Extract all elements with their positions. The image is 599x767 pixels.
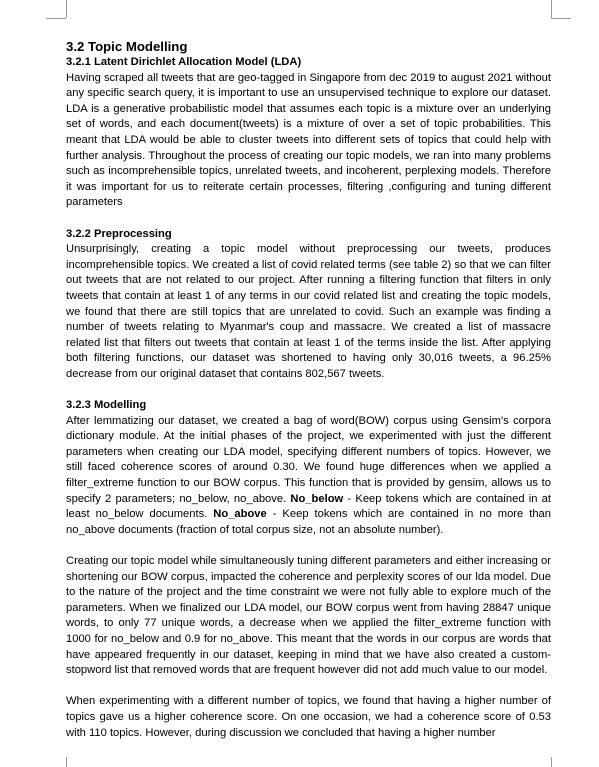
preprocessing-paragraph: Unsurprisingly, creating a topic model without preprocessing our tweets, produces incomprehensible topics. We created a list of covid related terms (see table 2) so that we can filter out tweets that are not related to our project. After running a filtering function that filters in only tweets that contain at least 1 of any terms in our covid related list and creating the topic models, we found that there are still topics that are unrelated to covid. Such an example was finding a number of tweets relating to Myanmar's coup and massacre. We created a list of massacre related list that filters out tweets that contain at least 1 of the terms inside the list. After applying both filtering functions, our dataset was shortened to having only 30,016 tweets, a 96.25% decrease from our original dataset that contains 802,567 tweets.	[66, 243, 551, 380]
no-above-description: - Keep tokens which are contained in no more than no_above documents (fraction of total corpus size, not an absolute number).	[66, 508, 551, 536]
preprocessing-subheading: 3.2.2 Preprocessing	[66, 227, 172, 240]
modelling-intro-text: After lemmatizing our dataset, we created a bag of word(BOW) corpus using Gensim's corpora dictionary module. At the initial phases of the project, we experimented with just the different parameters when creating our LDA model, specifying different numbers of topics. However, we still faced coherence scores of around 0.30. We found huge differences when we applied a filter_extreme function to our BOW corpus. This function that is provided by gensim, allows us to specify 2 parameters; no_below, no_above.	[66, 414, 551, 505]
document-body[interactable]	[66, 38, 551, 741]
modelling-paragraph-3: When experimenting with a different number of topics, we found that having a higher number of topics gave us a higher coherence score. On one occasion, we had a coherence score of 0.53 with 110 topics. However, during discussion we concluded that having a higher number	[66, 695, 551, 739]
section-heading: 3.2 Topic Modelling	[66, 39, 188, 54]
crop-mark-bottom-left	[66, 757, 67, 767]
modelling-subheading: 3.2.3 Modelling	[66, 399, 147, 412]
modelling-paragraph-2: Creating our topic model while simultaneously tuning different parameters and either increasing or shortening our BOW corpus, impacted the coherence and perplexity scores of our lda model. Due to the nature of the project and the time constraint we were not fully able to explore much of the parameters. When we finalized our LDA model, our BOW corpus went from having 28847 unique words, to only 77 unique words, a decrease when we applied the filter_extreme function with 1000 for no_below and 0.9 for no_above. This meant that the words in our corpus are words that have appeared frequently in our dataset, keeping in mind that we have also created a custom-stopword list that removed words that are frequent however did not add much value to our model.	[66, 555, 551, 677]
paragraph-spacer	[66, 679, 551, 695]
crop-mark-top-left-vertical	[66, 0, 67, 18]
paragraph-spacer	[66, 211, 551, 227]
crop-mark-top-left-horizontal	[46, 18, 66, 19]
no-below-term: No_below	[290, 492, 344, 505]
lda-subheading: 3.2.1 Latent Dirichlet Allocation Model (LDA)	[66, 56, 302, 68]
modelling-paragraph-1	[66, 414, 551, 539]
crop-mark-bottom-right	[551, 757, 552, 767]
no-below-description: - Keep tokens which are contained in at least no_below documents.	[66, 492, 551, 521]
no-above-term: No_above	[213, 508, 267, 521]
crop-mark-top-right-vertical	[551, 0, 552, 18]
paragraph-spacer	[66, 538, 551, 554]
lda-paragraph: Having scraped all tweets that are geo-tagged in Singapore from dec 2019 to august 2021 without any specific search query, it is important to use an unsupervised technique to explore our dataset. LDA is a generative probabilistic model that assumes each topic is a mixture over an underlying set of words, and each document(tweets) is a mixture of over a set of topic probabilities. This meant that LDA would be able to cluster tweets into different sets of topics that could help with further analysis. Throughout the process of creating our topic models, we ran into many problems such as incomprehensible topics, unrelated tweets, and incoherent, perplexing models. Therefore it was important for us to reiterate certain processes, filtering ,configuring and tuning different parameters	[66, 71, 551, 209]
crop-mark-top-right-horizontal	[551, 18, 571, 19]
paragraph-spacer	[66, 382, 551, 398]
